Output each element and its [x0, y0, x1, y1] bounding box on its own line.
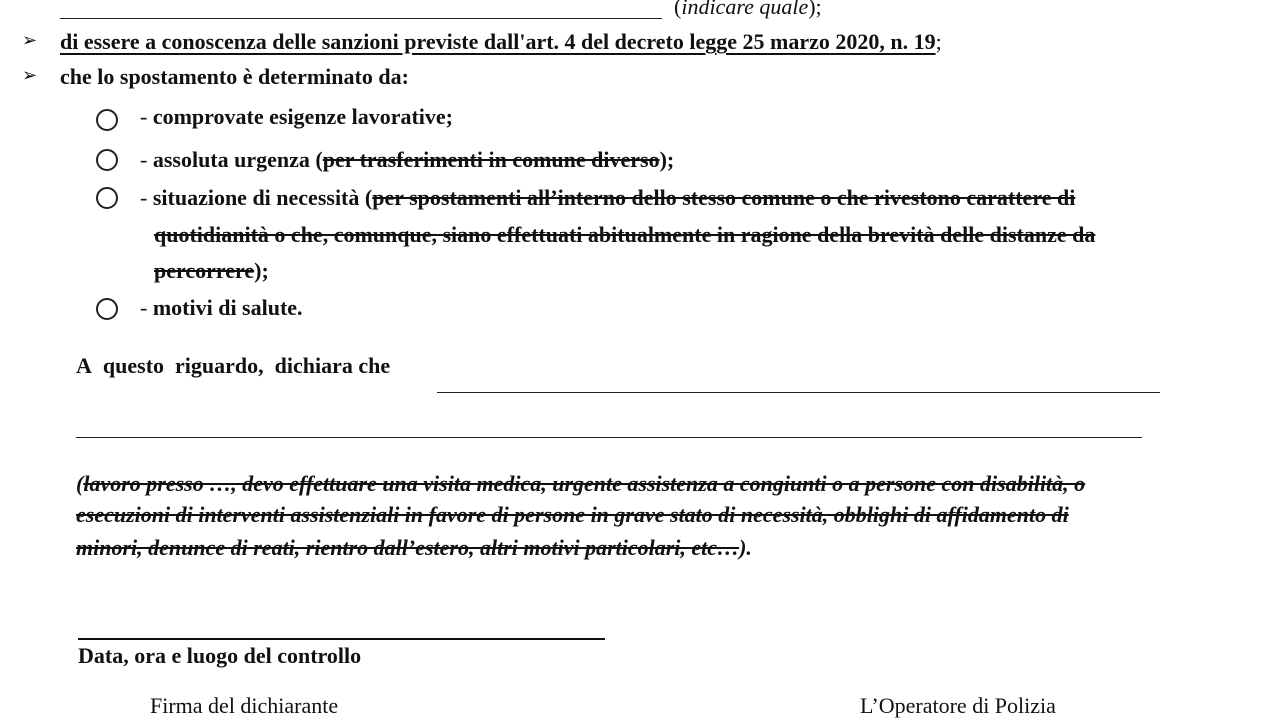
option-dash: -: [140, 185, 153, 210]
top-hint-open: (: [674, 0, 682, 19]
option-urgency-end: );: [659, 147, 675, 172]
option-dash: -: [140, 295, 153, 320]
declaration-sanctions-suffix: ;: [935, 29, 942, 54]
declares-label: [76, 353, 390, 379]
option-necessity: [140, 185, 1075, 211]
declares-word: dichiara che: [274, 353, 391, 378]
examples-line3-struck: minori, denunce di reati, rientro dall’estero, altri motivi particolari, etc…: [76, 535, 740, 560]
officer-label: L’Operatore di Polizia: [860, 693, 1056, 718]
radio-work-needs[interactable]: [96, 109, 118, 131]
declaration-sanctions: [60, 29, 942, 55]
top-hint: [674, 0, 822, 20]
radio-necessity[interactable]: [96, 187, 118, 209]
arrow-bullet-icon: ➢: [22, 65, 38, 86]
option-necessity-end: );: [254, 258, 269, 283]
examples-close: ).: [739, 535, 752, 560]
radio-urgency[interactable]: [96, 149, 118, 171]
option-necessity-struck-line2: quotidianità o che, comunque, siano effettuati abitualmente in ragione della brevità delle distanze da: [154, 222, 1096, 247]
option-dash: -: [140, 104, 153, 129]
option-necessity-struck: per spostamenti all’interno dello stesso comune o che rivestono carattere di: [372, 185, 1076, 210]
radio-health[interactable]: [96, 298, 118, 320]
date-place-label: Data, ora e luogo del controllo: [78, 643, 362, 668]
option-urgency: [140, 147, 674, 173]
option-work-needs-label: comprovate esigenze lavorative;: [152, 104, 453, 129]
option-work-needs: [140, 104, 453, 130]
option-urgency-struck: per trasferimenti in comune diverso: [322, 147, 660, 172]
option-necessity-label: situazione di necessità (: [152, 185, 373, 210]
examples-line2: esecuzioni di interventi assistenziali in favore di persone in grave stato di necessità, obblighi di affidamento di: [76, 502, 1069, 527]
examples-line1: [76, 471, 1085, 497]
declaration-input-line-1[interactable]: [437, 392, 1160, 393]
declares-word: questo: [102, 353, 165, 378]
signature-label: Firma del dichiarante: [150, 693, 339, 718]
declares-word: A: [76, 353, 92, 378]
examples-line1-struck: lavoro presso …, devo effettuare una visita medica, urgente assistenza a congiunti o a persone con disabilità, o: [83, 471, 1086, 496]
option-urgency-label: assoluta urgenza (: [152, 147, 323, 172]
option-necessity-line3: [154, 258, 269, 284]
declaration-reason: che lo spostamento è determinato da:: [60, 64, 409, 89]
declaration-input-line-2[interactable]: [76, 437, 1142, 438]
examples-line3: [76, 535, 752, 561]
top-hint-close: );: [808, 0, 822, 19]
top-blank-line[interactable]: [60, 18, 662, 19]
arrow-bullet-icon: ➢: [22, 30, 38, 51]
option-dash: -: [140, 147, 153, 172]
date-place-input-line[interactable]: [78, 638, 605, 640]
option-necessity-struck-line3: percorrere: [154, 258, 255, 283]
top-hint-text: indicare quale: [681, 0, 809, 19]
option-health-label: motivi di salute.: [152, 295, 303, 320]
declaration-sanctions-text: di essere a conoscenza delle sanzioni previste dall'art. 4 del decreto legge 25 marzo 2020, n. 19: [60, 29, 936, 54]
option-health: [140, 295, 303, 321]
declares-word: riguardo,: [175, 353, 264, 378]
examples-open: (: [76, 471, 84, 496]
